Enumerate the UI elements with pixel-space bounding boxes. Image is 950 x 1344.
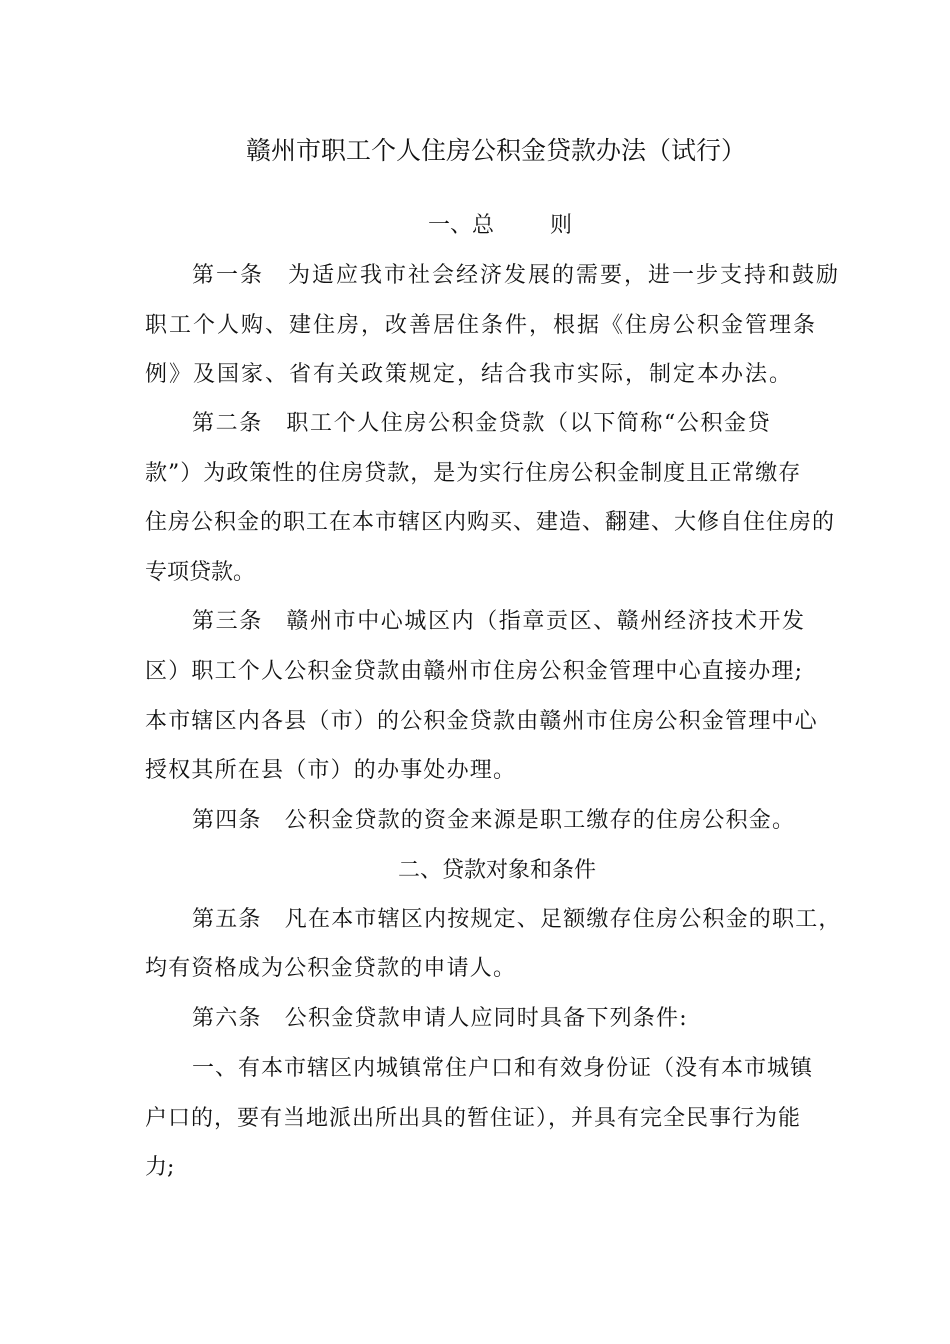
article-5-line-1: 第五条 凡在本市辖区内按规定、足额缴存住房公积金的职工， [192,907,842,932]
article-3-line-1: 第三条 赣州市中心城区内（指章贡区、赣州经济技术开发 [192,609,806,634]
article-3-line-4: 授权其所在县（市）的办事处办理。 [145,758,517,783]
section-heading-loan-conditions: 二、贷款对象和条件 [398,858,597,883]
document-title: 赣州市职工个人住房公积金贷款办法（试行） [246,136,747,165]
article-1-line-2: 职工个人购、建住房，改善居住条件，根据《住房公积金管理条 [145,313,818,338]
article-2-line-3: 住房公积金的职工在本市辖区内购买、建造、翻建、大修自住住房的 [145,510,836,535]
article-2-line-2: 款”）为政策性的住房贷款，是为实行住房公积金制度且正常缴存 [145,461,802,486]
condition-1-line-2: 户口的，要有当地派出所出具的暂住证），并具有完全民事行为能 [145,1106,802,1131]
article-1-line-3: 例》及国家、省有关政策规定，结合我市实际，制定本办法。 [145,362,794,387]
article-2-line-4: 专项贷款。 [145,560,256,585]
article-6: 第六条 公积金贷款申请人应同时具备下列条件: [192,1006,688,1031]
article-3-line-3: 本市辖区内各县（市）的公积金贷款由赣州市住房公积金管理中心 [145,709,818,734]
article-2-line-1: 第二条 职工个人住房公积金贷款（以下简称“公积金贷 [192,411,772,436]
section-heading-general-part-a: 一、总 [428,213,495,238]
article-5-line-2: 均有资格成为公积金贷款的申请人。 [145,956,517,981]
condition-1-line-1: 一、有本市辖区内城镇常住户口和有效身份证（没有本市城镇 [192,1056,814,1081]
article-4: 第四条 公积金贷款的资金来源是职工缴存的住房公积金。 [192,808,796,833]
condition-1-line-3: 力; [145,1155,175,1180]
section-heading-general-part-b: 则 [550,213,573,238]
article-3-line-2: 区）职工个人公积金贷款由赣州市住房公积金管理中心直接办理; [145,659,804,684]
article-1-line-1: 第一条 为适应我市社会经济发展的需要，进一步支持和鼓励 [192,263,841,288]
